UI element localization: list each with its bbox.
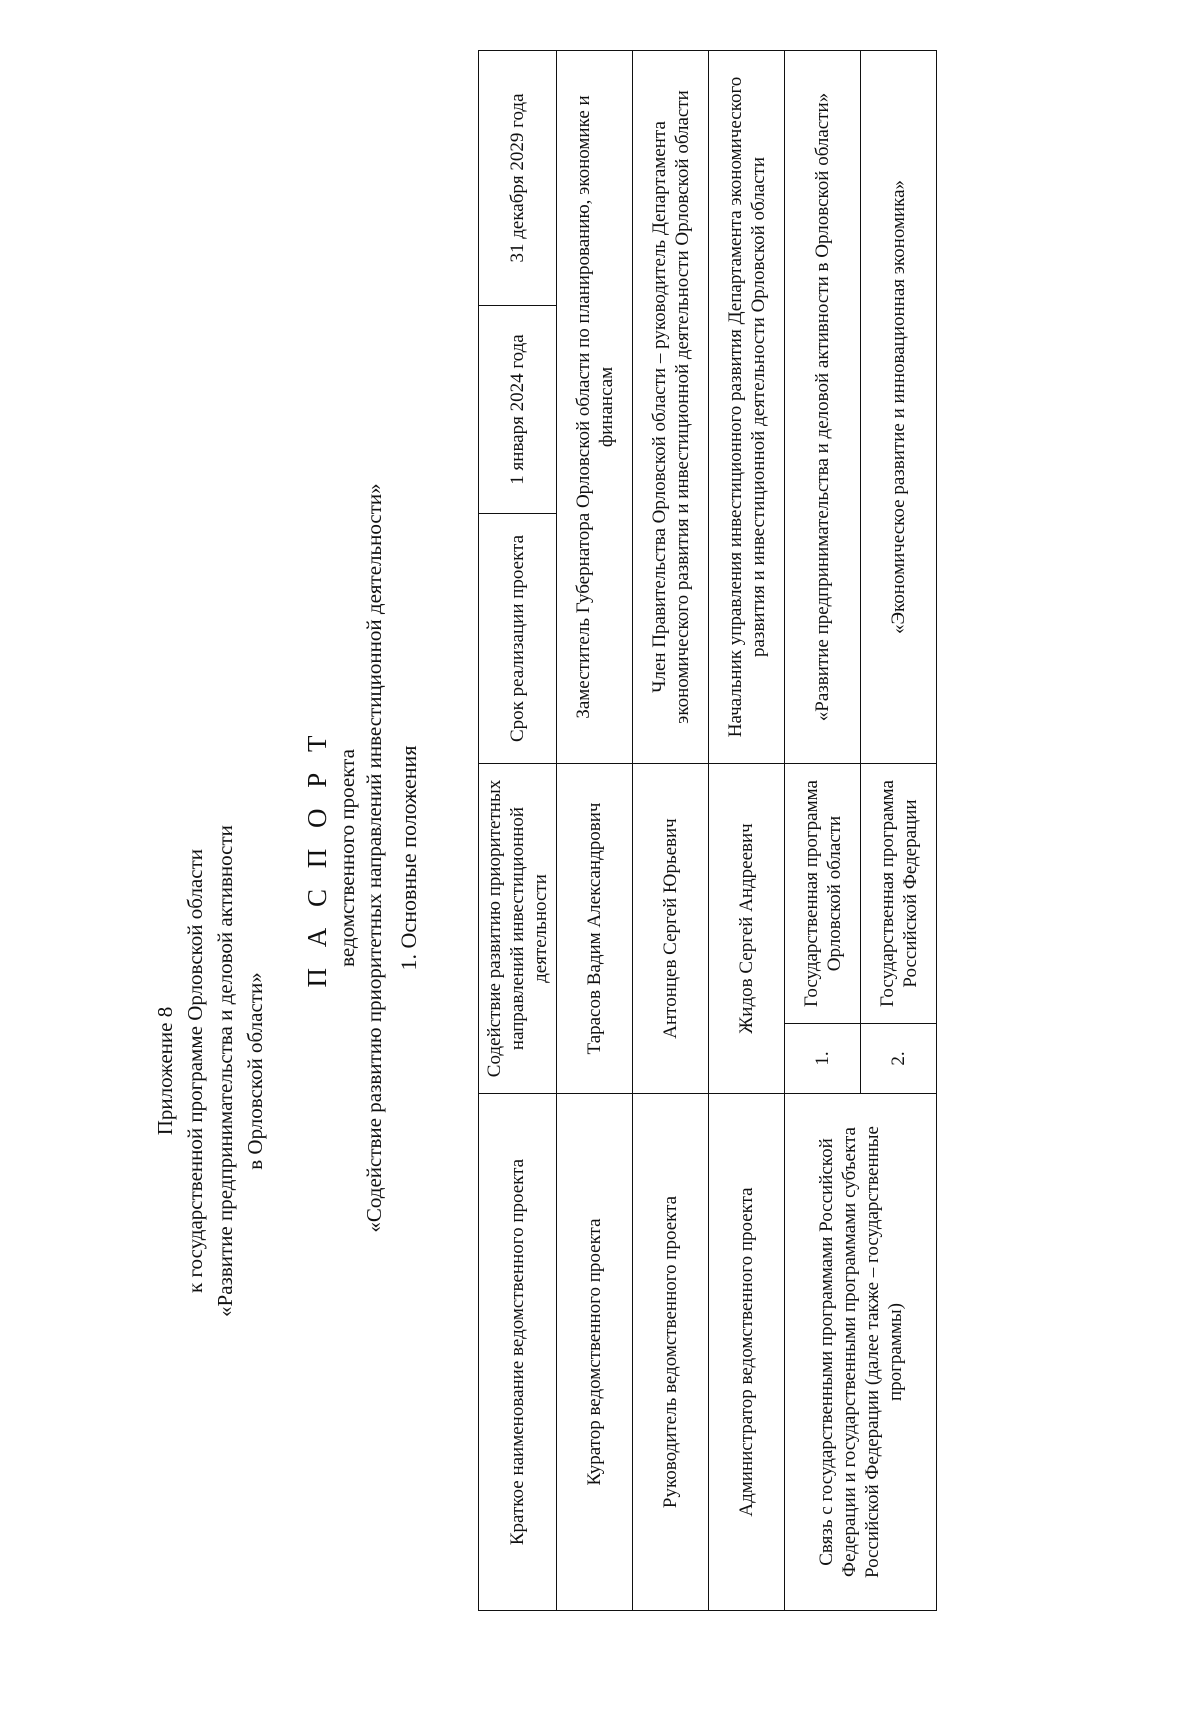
period-label: Срок реализации проекта (479, 513, 557, 763)
appendix-number: Приложение 8 (153, 1006, 177, 1136)
administrator-label: Администратор ведомственного проекта (709, 1094, 785, 1611)
appendix-program-name: «Развитие предпринимательства и деловой активности (213, 825, 237, 1317)
section-title: 1. Основные положения (396, 745, 421, 971)
program-name: «Развитие предпринимательства и деловой активности в Орловской области» (785, 50, 861, 763)
administrator-position: Начальник управления инвестиционного развития Департамента экономического развития и инвестиционной деятельности Орловской области (709, 50, 785, 763)
document-title: П А С П О Р Т (302, 728, 332, 988)
head-name: Антонцев Сергей Юрьевич (633, 763, 709, 1093)
appendix-program-name-cont: в Орловской области» (243, 972, 267, 1170)
passport-table (478, 50, 937, 1611)
period-start: 1 января 2024 года (479, 305, 557, 513)
table-row-head (633, 50, 709, 1610)
head-position: Член Правительства Орловской области – руководитель Департамента экономического развития и инвестиционной деятельности Орловской области (633, 50, 709, 763)
table-row-curator (557, 50, 633, 1610)
table-row-program-1 (785, 50, 861, 1610)
program-type: Государственная программа Российской Федерации (861, 763, 937, 1023)
administrator-name: Жидов Сергей Андреевич (709, 763, 785, 1093)
table-row-short-name (479, 50, 557, 1610)
curator-name: Тарасов Вадим Александрович (557, 763, 633, 1093)
project-name: «Содействие развитию приоритетных направлений инвестиционной деятельности» (362, 483, 386, 1233)
curator-position: Заместитель Губернатора Орловской области по планированию, экономике и финансам (557, 50, 633, 763)
programs-label: Связь с государственными программами Российской Федерации и государственными программами субъекта Российской Федерации (далее также – государственные программы) (785, 1094, 937, 1611)
program-num: 2. (861, 1024, 937, 1094)
short-name-label: Краткое наименование ведомственного проекта (479, 1094, 557, 1611)
curator-label: Куратор ведомственного проекта (557, 1094, 633, 1611)
table-row-administrator (709, 50, 785, 1610)
program-name: «Экономическое развитие и инновационная экономика» (861, 50, 937, 763)
head-label: Руководитель ведомственного проекта (633, 1094, 709, 1611)
program-type: Государственная программа Орловской области (785, 763, 861, 1023)
appendix-header (150, 521, 270, 1621)
appendix-program-ref: к государственной программе Орловской области (183, 849, 207, 1293)
short-name-value: Содействие развитию приоритетных направлений инвестиционной деятельности (479, 763, 557, 1093)
program-num: 1. (785, 1024, 861, 1094)
period-end: 31 декабря 2029 года (479, 50, 557, 305)
document-subtitle: ведомственного проекта (335, 749, 359, 967)
document-heading (300, 0, 424, 1716)
